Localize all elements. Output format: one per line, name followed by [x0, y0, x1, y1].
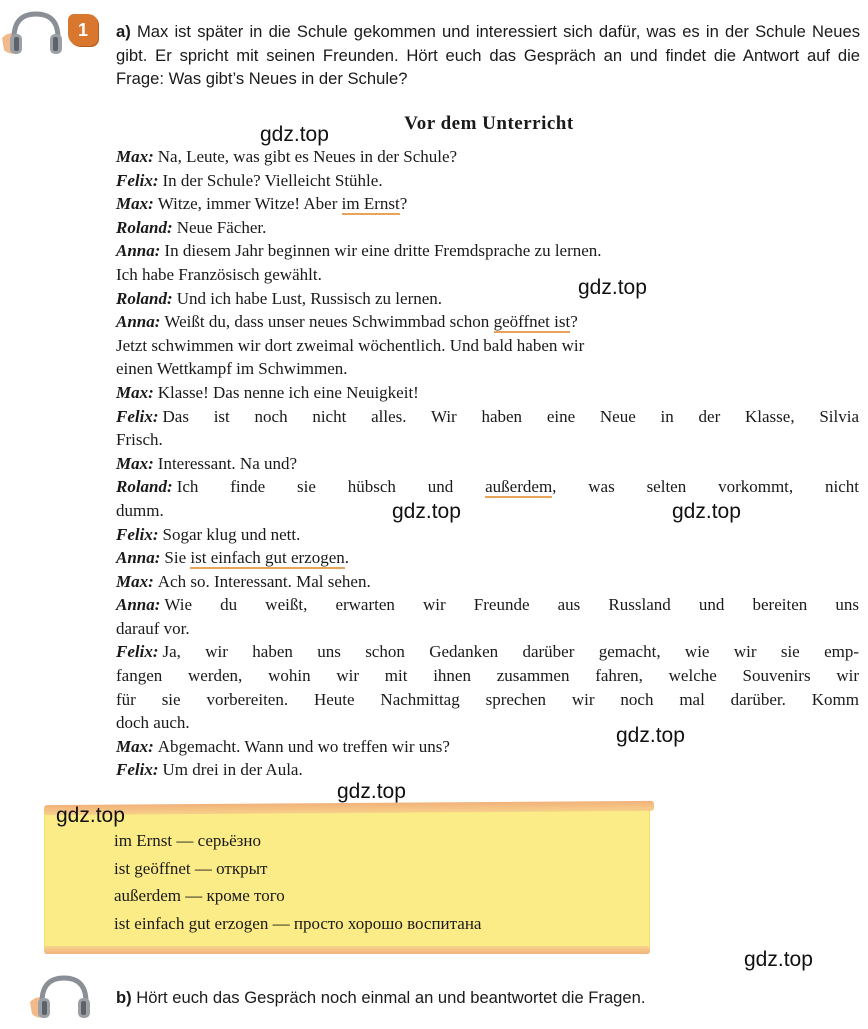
dialog-line	[116, 640, 859, 664]
dialog-line	[116, 239, 859, 263]
vocabulary-list	[114, 827, 481, 937]
dialog-line	[116, 523, 859, 547]
dialog-line	[116, 546, 859, 570]
dialog-line	[116, 475, 859, 499]
speaker-name: Roland:	[116, 477, 173, 497]
line-text: ?	[399, 194, 408, 214]
speaker-name: Anna:	[116, 595, 161, 615]
line-text: Ja, wir haben uns schon Gedanken darüber gemacht, wie wir sie emp-	[162, 642, 859, 662]
line-text: .	[344, 548, 350, 568]
watermark: gdz.top	[672, 500, 741, 523]
line-text: Das ist noch nicht alles. Wir haben eine Neue in der Klasse, Silvia	[162, 406, 859, 426]
dialog-line	[116, 593, 859, 617]
task-b-label: b)	[116, 988, 132, 1007]
watermark: gdz.top	[578, 276, 647, 299]
speaker-name: Felix:	[116, 170, 159, 190]
exercise-number-badge: 1	[68, 14, 98, 46]
line-text: einen Wettkampf im Schwimmen.	[116, 359, 348, 379]
dialog-line	[116, 405, 859, 429]
underlined-phrase: im Ernst	[341, 194, 400, 214]
line-text: Ach so. Interessant. Mal sehen.	[157, 571, 371, 591]
note-bottom-edge	[44, 946, 650, 954]
underlined-phrase: geöffnet ist	[493, 312, 571, 332]
line-text: für sie vorbereiten. Heute Nachmittag sprechen wir noch mal darüber. Komm	[116, 689, 859, 709]
line-text: In diesem Jahr beginnen wir eine dritte Fremdsprache zu lernen.	[164, 241, 602, 261]
task-b-text: Hört euch das Gespräch noch einmal an und beantwortet die Fragen.	[136, 988, 646, 1007]
speaker-name: Max:	[116, 194, 154, 214]
vocab-item: ist geöffnet — открыт	[114, 858, 268, 878]
watermark: gdz.top	[56, 804, 125, 827]
watermark: gdz.top	[260, 123, 329, 146]
line-text: In der Schule? Vielleicht Stühle.	[162, 170, 383, 190]
line-text: Und ich habe Lust, Russisch zu lernen.	[176, 288, 443, 308]
line-text: Um drei in der Aula.	[162, 760, 303, 780]
dialog-line	[116, 357, 859, 381]
dialog-line	[116, 452, 859, 476]
speaker-name: Max:	[116, 382, 154, 402]
line-text: Weißt du, dass unser neues Schwimmbad schon	[164, 312, 490, 332]
headphones-icon[interactable]	[28, 972, 90, 1024]
headphones-icon[interactable]	[0, 8, 62, 60]
line-text: Ich finde sie hübsch und	[176, 477, 454, 497]
line-text: , was selten vorkommt, nicht	[552, 477, 859, 497]
line-text: Frisch.	[116, 430, 163, 450]
watermark: gdz.top	[744, 948, 813, 971]
speaker-name: Max:	[116, 571, 154, 591]
line-text: Witze, immer Witze! Aber	[157, 194, 338, 214]
dialog-line	[116, 192, 859, 216]
task-a-instructions	[116, 20, 860, 91]
speaker-name: Felix:	[116, 524, 159, 544]
dialog-line	[116, 688, 859, 712]
speaker-name: Anna:	[116, 241, 161, 261]
underlined-phrase: außerdem	[485, 477, 553, 497]
speaker-name: Felix:	[116, 406, 159, 426]
task-a-label: a)	[116, 22, 131, 41]
dialog-line	[116, 664, 859, 688]
watermark: gdz.top	[337, 780, 406, 803]
line-text: Na, Leute, was gibt es Neues in der Schule?	[157, 147, 458, 166]
watermark: gdz.top	[616, 724, 685, 747]
dialog-line	[116, 570, 859, 594]
speaker-name: Anna:	[116, 312, 161, 332]
line-text: Ich habe Französisch gewählt.	[116, 264, 322, 284]
line-text: ?	[570, 312, 578, 332]
vocab-item: außerdem — кроме того	[114, 886, 285, 905]
task-b-instructions	[116, 988, 645, 1008]
dialog-line	[116, 735, 859, 759]
dialog-line	[116, 499, 859, 523]
dialog-line	[116, 145, 859, 169]
watermark: gdz.top	[392, 500, 461, 523]
speaker-name: Anna:	[116, 548, 161, 568]
dialog-title: Vor dem Unterricht	[404, 113, 574, 134]
dialog-line	[116, 310, 859, 334]
speaker-name: Roland:	[116, 288, 173, 308]
line-text: Wie du weißt, erwarten wir Freunde aus Russland und bereiten uns	[164, 595, 859, 615]
underlined-phrase: ist einfach gut erzogen	[190, 548, 345, 568]
dialog-line	[116, 617, 859, 641]
dialog-line	[116, 287, 859, 311]
line-text: Jetzt schwimmen wir dort zweimal wöchentlich. Und bald haben wir	[116, 335, 585, 355]
dialog-line	[116, 381, 859, 405]
speaker-name: Roland:	[116, 217, 173, 237]
speaker-name: Felix:	[116, 642, 159, 662]
line-text: doch auch.	[116, 713, 190, 733]
dialog-line	[116, 758, 859, 782]
dialog-line	[116, 216, 859, 240]
speaker-name: Max:	[116, 453, 154, 473]
dialog-line	[116, 169, 859, 193]
speaker-name: Max:	[116, 147, 154, 166]
line-text: Sogar klug und nett.	[162, 524, 301, 544]
speaker-name: Felix:	[116, 760, 159, 780]
line-text: dumm.	[116, 500, 164, 520]
dialog-text	[116, 145, 859, 782]
dialog-line	[116, 263, 859, 287]
line-text: Interessant. Na und?	[157, 453, 298, 473]
line-text: fangen werden, wohin wir mit ihnen zusammen fahren, welche Souvenirs wir	[116, 666, 859, 686]
vocab-item: im Ernst — серьёзно	[114, 831, 261, 850]
line-text: Sie	[164, 548, 187, 568]
dialog-line	[116, 711, 859, 735]
vocab-item: ist einfach gut erzogen — просто хорошо воспитана	[114, 913, 482, 933]
dialog-line	[116, 334, 859, 358]
line-text: Klasse! Das nenne ich eine Neuigkeit!	[157, 382, 419, 402]
task-a-text: Max ist später in die Schule gekommen und interessiert sich dafür, was es in der Schule Neues gibt. Er spricht mit seinen Freunden. Hört euch das Gespräch an und findet die Antwort auf die Frage: Was gibt’s Neues in der Schule?	[116, 22, 860, 88]
speaker-name: Max:	[116, 736, 154, 756]
dialog-line	[116, 428, 859, 452]
line-text: Neue Fächer.	[176, 217, 267, 237]
line-text: darauf vor.	[116, 618, 190, 638]
line-text: Abgemacht. Wann und wo treffen wir uns?	[157, 736, 450, 756]
